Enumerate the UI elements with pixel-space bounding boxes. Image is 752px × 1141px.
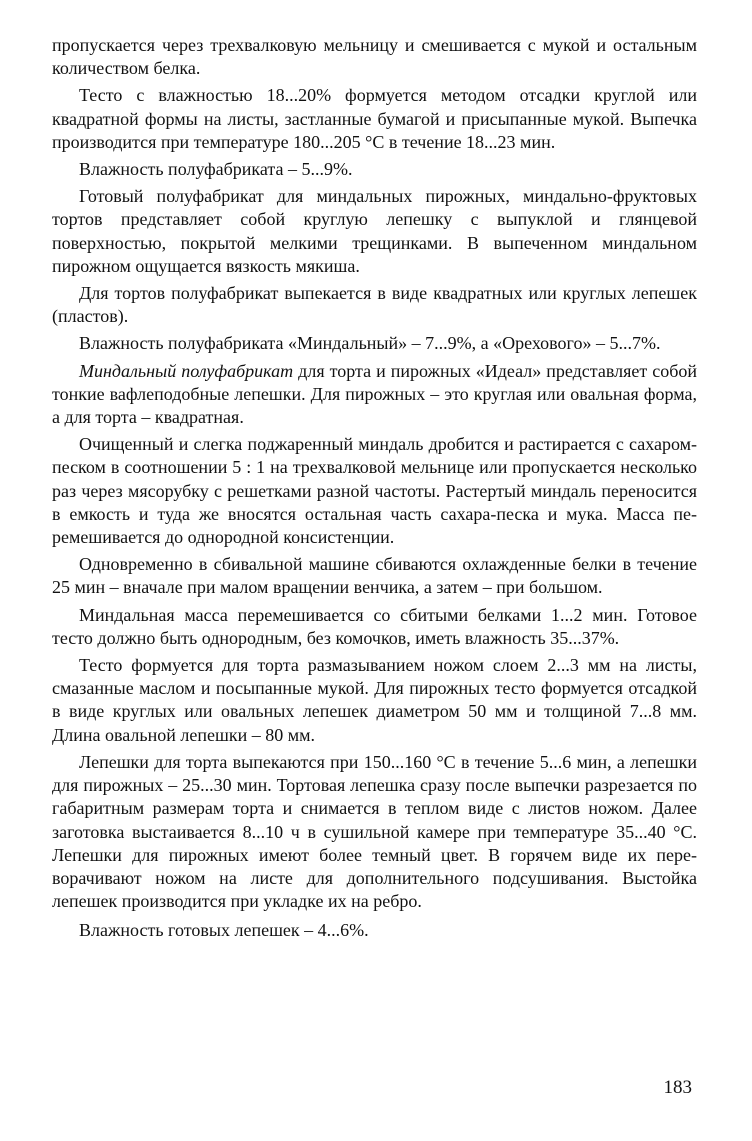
paragraph-baking: Лепешки для торта выпекаются при 150...160 °С в течение 5...6 мин, а лепешки для пирожных – 25...30 мин. Тортовая лепешка сразу после выпечки разрезается по габаритным размерам торта и снимается в теплом виде с листов ножом. Далее заготовка выстаивается 8...10 ч в сушильной камере при температуре 35...40 °С. Лепешки для пирожных имеют более темный цвет. В горячем виде их переворачивают ножом на листе для дополнительного подсушивания. Выстойка лепешек производится при укладке их на ребро. xyxy=(52,751,697,912)
paragraph-whipping: Одновременно в сбивальной машине сбиваются охлажденные белки в течение 25 мин – вначале при малом вращении венчика, а затем – при большом. xyxy=(52,554,697,598)
italic-term: Миндальный полуфабрикат xyxy=(79,360,294,381)
paragraph-cakes: Для тортов полуфабрикат выпекается в виде квадратных или круглых лепешек (пластов). xyxy=(52,283,697,327)
page-number: 183 xyxy=(663,1077,692,1098)
paragraph-final-moisture: Влажность готовых лепешек – 4...6%. xyxy=(79,920,369,941)
paragraph-continuation: пропускается через трехвалковую мельницу и смешивается с мукой и остальным количеством белка. xyxy=(52,35,697,79)
paragraph-almond-grinding: Очищенный и слегка поджаренный миндаль дробится и растирается с сахаром-песком в соотношении 5 : 1 на трехвалковой мельнице или пропускается несколько раз через мясорубку с решетками разной частоты. Растертый миндаль переносится в емкость и туда же вносятся остальная часть сахара-песка и мука. Масса перемешивается до однородной консистенции. xyxy=(52,434,697,548)
paragraph-moisture-1: Влажность полуфабриката – 5...9%. xyxy=(79,159,353,180)
paragraph-finished-product: Готовый полуфабрикат для миндальных пирожных, миндально-фруктовых тортов представляет собой круглую лепешку с выпуклой и глянцевой поверхностью, покрытой мелкими трещинками. В выпеченном миндальном пирожном ощущается вязкость мякиша. xyxy=(52,186,697,276)
paragraph-ideal xyxy=(52,360,697,430)
paragraph-forming: Тесто формуется для торта размазыванием ножом слоем 2...3 мм на листы, смазанные маслом и посыпанные мукой. Для пирожных тесто формуется отсадкой в виде круглых или овальных лепешек диаметром 50 мм и толщиной 7...8 мм. Длина овальной лепешки – 80 мм. xyxy=(52,655,697,745)
paragraph-ideal-text: для торта и пирожных «Идеал» представляет собой тонкие вафлеподобные лепешки. Для пирожных – это круглая или овальная форма, а для торта – квадратная. xyxy=(52,360,697,428)
paragraph-mixing: Миндальная масса перемешивается со сбитыми белками 1...2 мин. Готовое тесто должно быть однородным, без комочков, иметь влажность 35...37%. xyxy=(52,604,697,648)
paragraph-dough-forming: Тесто с влажностью 18...20% формуется методом отсадки круглой или квадратной формы на листы, застланные бумагой и присыпанные мукой. Выпечка производится при температуре 180...205 °С в течение 18...23 мин. xyxy=(52,85,697,152)
paragraph-moisture-2: Влажность полуфабриката «Миндальный» – 7...9%, а «Орехового» – 5...7%. xyxy=(79,333,661,354)
page-body xyxy=(52,34,697,947)
